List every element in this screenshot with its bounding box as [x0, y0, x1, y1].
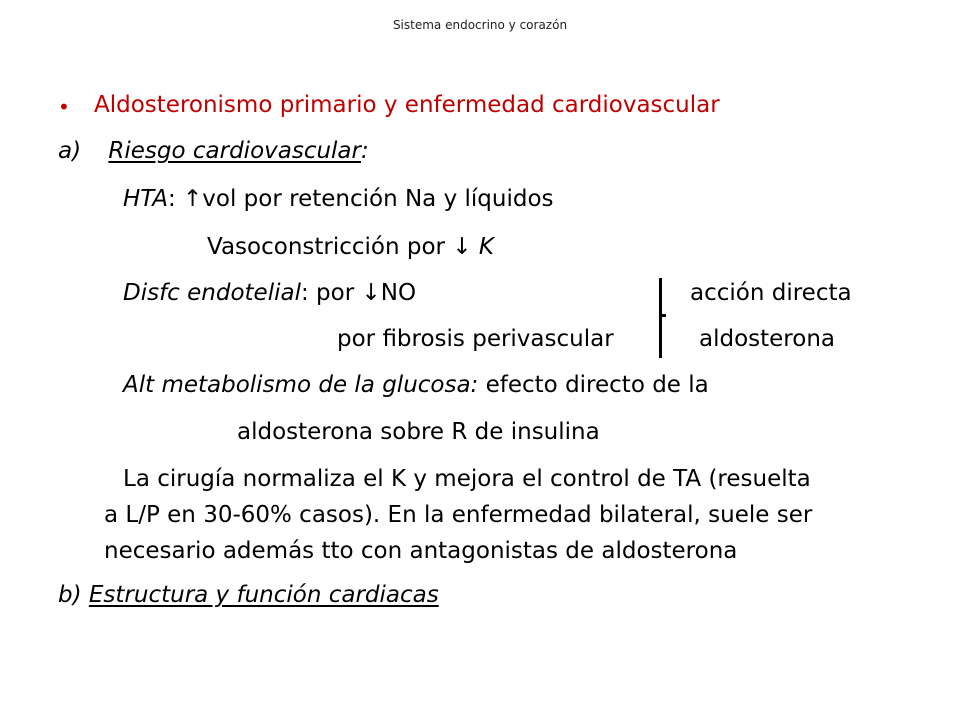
section-a-colon: : — [361, 138, 369, 164]
hta-line — [123, 184, 554, 214]
brace-line — [659, 278, 662, 358]
hta-label: HTA — [123, 186, 168, 212]
section-b-marker: b) — [58, 582, 82, 608]
surgery-line-2: a L/P en 30-60% casos). En la enfermedad bilateral, suele ser — [104, 502, 813, 528]
slide-header: Sistema endocrino y corazón — [392, 18, 568, 32]
alt-text: efecto directo de la — [478, 372, 709, 398]
alt-line — [123, 370, 709, 400]
hta-text: : ↑vol por retención Na y líquidos — [167, 186, 554, 212]
vaso-text: Vasoconstricción por ↓ — [207, 234, 479, 260]
surgery-line-3: necesario además tto con antagonistas de aldosterona — [104, 538, 738, 564]
fibrosis-text: por fibrosis perivascular — [337, 326, 614, 352]
disfc-text: : por ↓NO — [300, 280, 417, 306]
section-b — [58, 580, 439, 610]
bullet-title: Aldosteronismo primario y enfermedad cardiovascular — [94, 92, 720, 118]
section-a-heading: Riesgo cardiovascular — [108, 138, 361, 164]
vaso-k: K — [478, 234, 494, 260]
disfc-label: Disfc endotelial — [123, 280, 301, 306]
disfc-right: acción directa — [690, 280, 852, 306]
surgery-line-1: La cirugía normaliza el K y mejora el control de TA (resuelta — [123, 466, 811, 492]
vaso-line — [207, 232, 494, 262]
alt-text-2: aldosterona sobre R de insulina — [237, 419, 600, 445]
section-a-marker: a) — [58, 138, 82, 164]
disfc-line — [123, 278, 416, 308]
brace-tick — [662, 314, 666, 317]
fibrosis-right: aldosterona — [699, 326, 836, 352]
bullet-icon: • — [58, 95, 70, 119]
alt-label: Alt metabolismo de la glucosa: — [123, 372, 479, 398]
section-b-heading: Estructura y función cardiacas — [88, 582, 439, 608]
section-a — [58, 136, 369, 166]
